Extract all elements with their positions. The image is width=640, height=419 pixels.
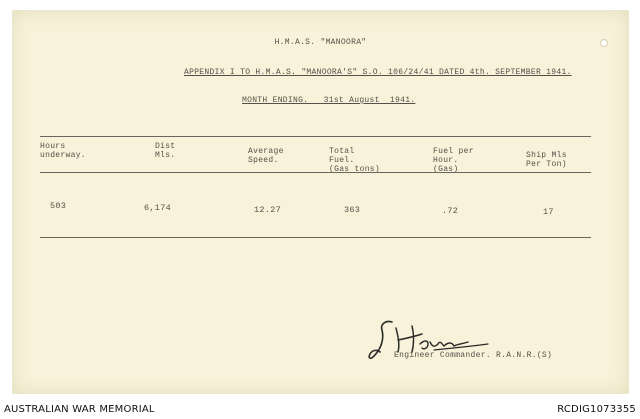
table-top-rule — [40, 136, 591, 137]
footer-source-label: AUSTRALIAN WAR MEMORIAL — [4, 404, 155, 415]
document-sheet — [12, 10, 629, 394]
value-average-speed: 12.27 — [254, 205, 282, 215]
value-hours: 503 — [50, 201, 67, 211]
month-ending-line — [242, 96, 415, 105]
header-hours: Hours underway. — [40, 142, 86, 160]
month-ending-text: MONTH ENDING. 31st August 1941. — [242, 96, 416, 105]
header-fuel-per-hour: Fuel per Hour. (Gas) — [433, 147, 474, 174]
appendix-line: APPENDIX I TO H.M.A.S. "MANOORA'S" S.O. 106/24/41 DATED 4th. SEPTEMBER 1941. — [184, 68, 572, 77]
header-average-speed: Average Speed. — [248, 147, 284, 165]
header-underline-rule — [40, 172, 591, 173]
header-distance: Dist Mls. — [155, 142, 176, 160]
value-ship-miles-per-ton: 17 — [543, 207, 554, 217]
footer-record-id: RCDIG1073355 — [557, 404, 636, 415]
value-fuel-per-hour: .72 — [442, 206, 459, 216]
value-distance: 6,174 — [144, 203, 172, 213]
header-ship-miles-per-ton: Ship Mls Per Ton) — [526, 151, 567, 169]
signature-title: Engineer Commander. R.A.N.R.(S) — [394, 351, 553, 360]
value-total-fuel: 363 — [344, 205, 361, 215]
header-total-fuel: Total Fuel. (Gas tons) — [329, 147, 381, 174]
ship-heading: H.M.A.S. "MANOORA" — [274, 38, 367, 47]
table-bottom-rule — [40, 237, 591, 238]
